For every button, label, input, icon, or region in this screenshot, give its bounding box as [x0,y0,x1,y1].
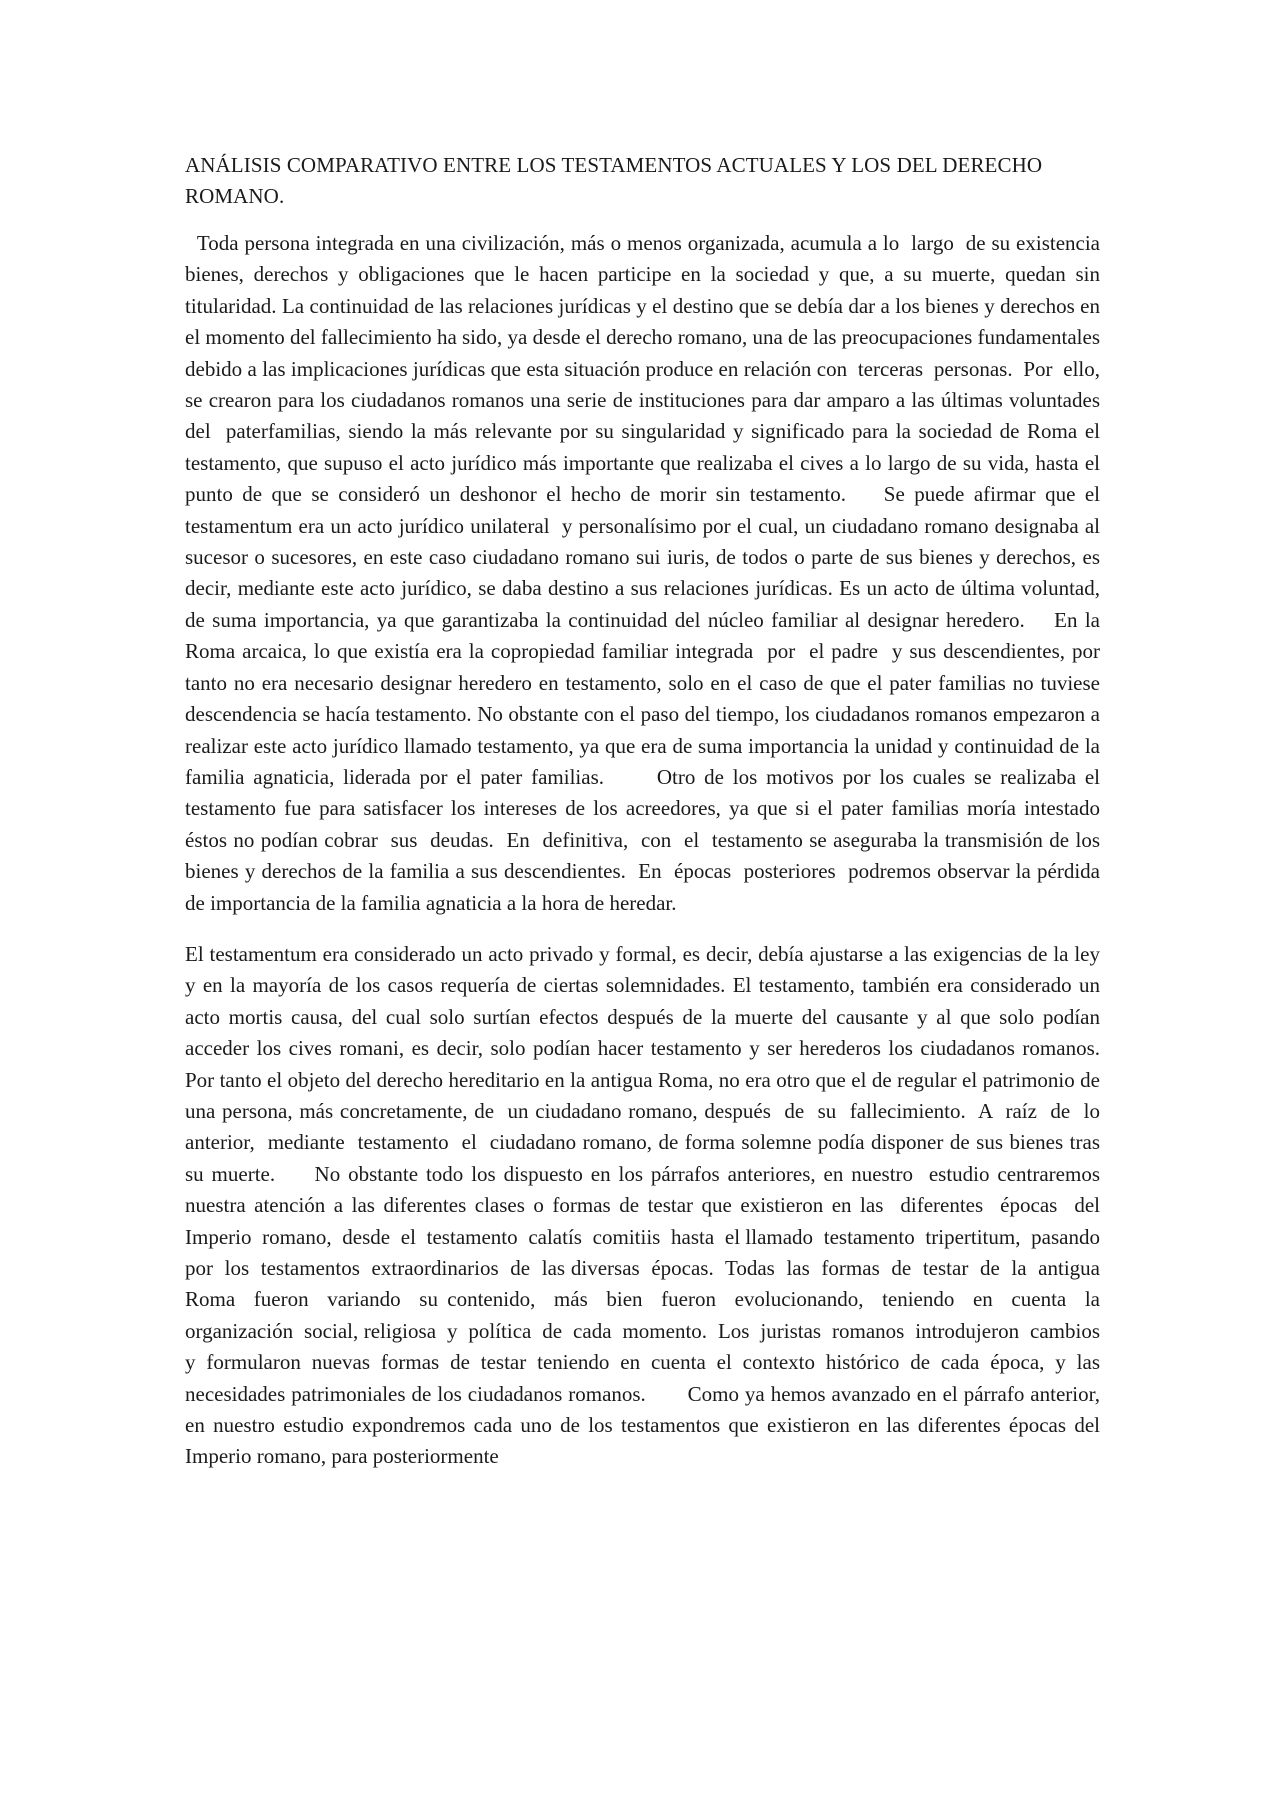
document-body [185,150,1127,1493]
document-title: ANÁLISIS COMPARATIVO ENTRE LOS TESTAMENTOS ACTUALES Y LOS DEL DERECHO ROMANO. [185,153,1043,208]
paragraph-2: El testamentum era considerado un acto privado y formal, es decir, debía ajustarse a las exigencias de la ley y en la mayoría de los casos requería de ciertas solemnidades. El testamento, también era considerado un acto mortis causa, del cual solo surtían efectos después de la muerte del causante y al que solo podían acceder los cives romani, es decir, solo podían hacer testamento y ser herederos los ciudadanos romanos. Por tanto el objeto del derecho hereditario en la antigua Roma, no era otro que el de regular el patrimonio de una persona, más concretamente, de un ciudadano romano, después de su fallecimiento. A raíz de lo anterior, mediante testamento el ciudadano romano, de forma solemne podía disponer de sus bienes tras su muerte. No obstante todo los dispuesto en los párrafos anteriores, en nuestro estudio centraremos nuestra atención a las diferentes clases o formas de testar que existieron en las diferentes épocas del Imperio romano, desde el testamento calatís comitiis hasta el llamado testamento tripertitum, pasando por los testamentos extraordinarios de las diversas épocas. Todas las formas de testar de la antigua Roma fueron variando su contenido, más bien fueron evolucionando, teniendo en cuenta la organización social, religiosa y política de cada momento. Los juristas romanos introdujeron cambios y formularon nuevas formas de testar teniendo en cuenta el contexto histórico de cada época, y las necesidades patrimoniales de los ciudadanos romanos. Como ya hemos avanzado en el párrafo anterior, en nuestro estudio expondremos cada uno de los testamentos que existieron en las diferentes épocas del Imperio romano, para posteriormente [185,941,1127,1469]
paragraph-1: Toda persona integrada en una civilización, más o menos organizada, acumula a lo largo de su existencia bienes, derechos y obligaciones que le hacen participe en la sociedad y que, a su muerte, quedan sin titularidad. La continuidad de las relaciones jurídicas y el destino que se debía dar a los bienes y derechos en el momento del fallecimiento ha sido, ya desde el derecho romano, una de las preocupaciones fundamentales debido a las implicaciones jurídicas que esta situación produce en relación con terceras personas. Por ello, se crearon para los ciudadanos romanos una serie de instituciones para dar amparo a las últimas voluntades del paterfamilias, siendo la más relevante por su singularidad y significado para la sociedad de Roma el testamento, que supuso el acto jurídico más importante que realizaba el cives a lo largo de su vida, hasta el punto de que se consideró un deshonor el hecho de morir sin testamento. Se puede afirmar que el testamentum era un acto jurídico unilateral y personalísimo por el cual, un ciudadano romano designaba al sucesor o sucesores, en este caso ciudadano romano sui iuris, de todos o parte de sus bienes y derechos, es decir, mediante este acto jurídico, se daba destino a sus relaciones jurídicas. Es un acto de última voluntad, de suma importancia, ya que garantizaba la continuidad del núcleo familiar al designar heredero. En la Roma arcaica, lo que existía era la copropiedad familiar integrada por el padre y sus descendientes, por tanto no era necesario designar heredero en testamento, solo en el caso de que el pater familias no tuviese descendencia se hacía testamento. No obstante con el paso del tiempo, los ciudadanos romanos empezaron a realizar este acto jurídico llamado testamento, ya que era de suma importancia la unidad y continuidad de la familia agnaticia, liderada por el pater familias. Otro de los motivos por los cuales se realizaba el testamento fue para satisfacer los intereses de los acreedores, ya que si el pater familias moría intestado éstos no podían cobrar sus deudas. En definitiva, con el testamento se aseguraba la transmisión de los bienes y derechos de la familia a sus descendientes. En épocas posteriores podremos observar la pérdida de importancia de la familia agnaticia a la hora de heredar. [185,231,1106,915]
